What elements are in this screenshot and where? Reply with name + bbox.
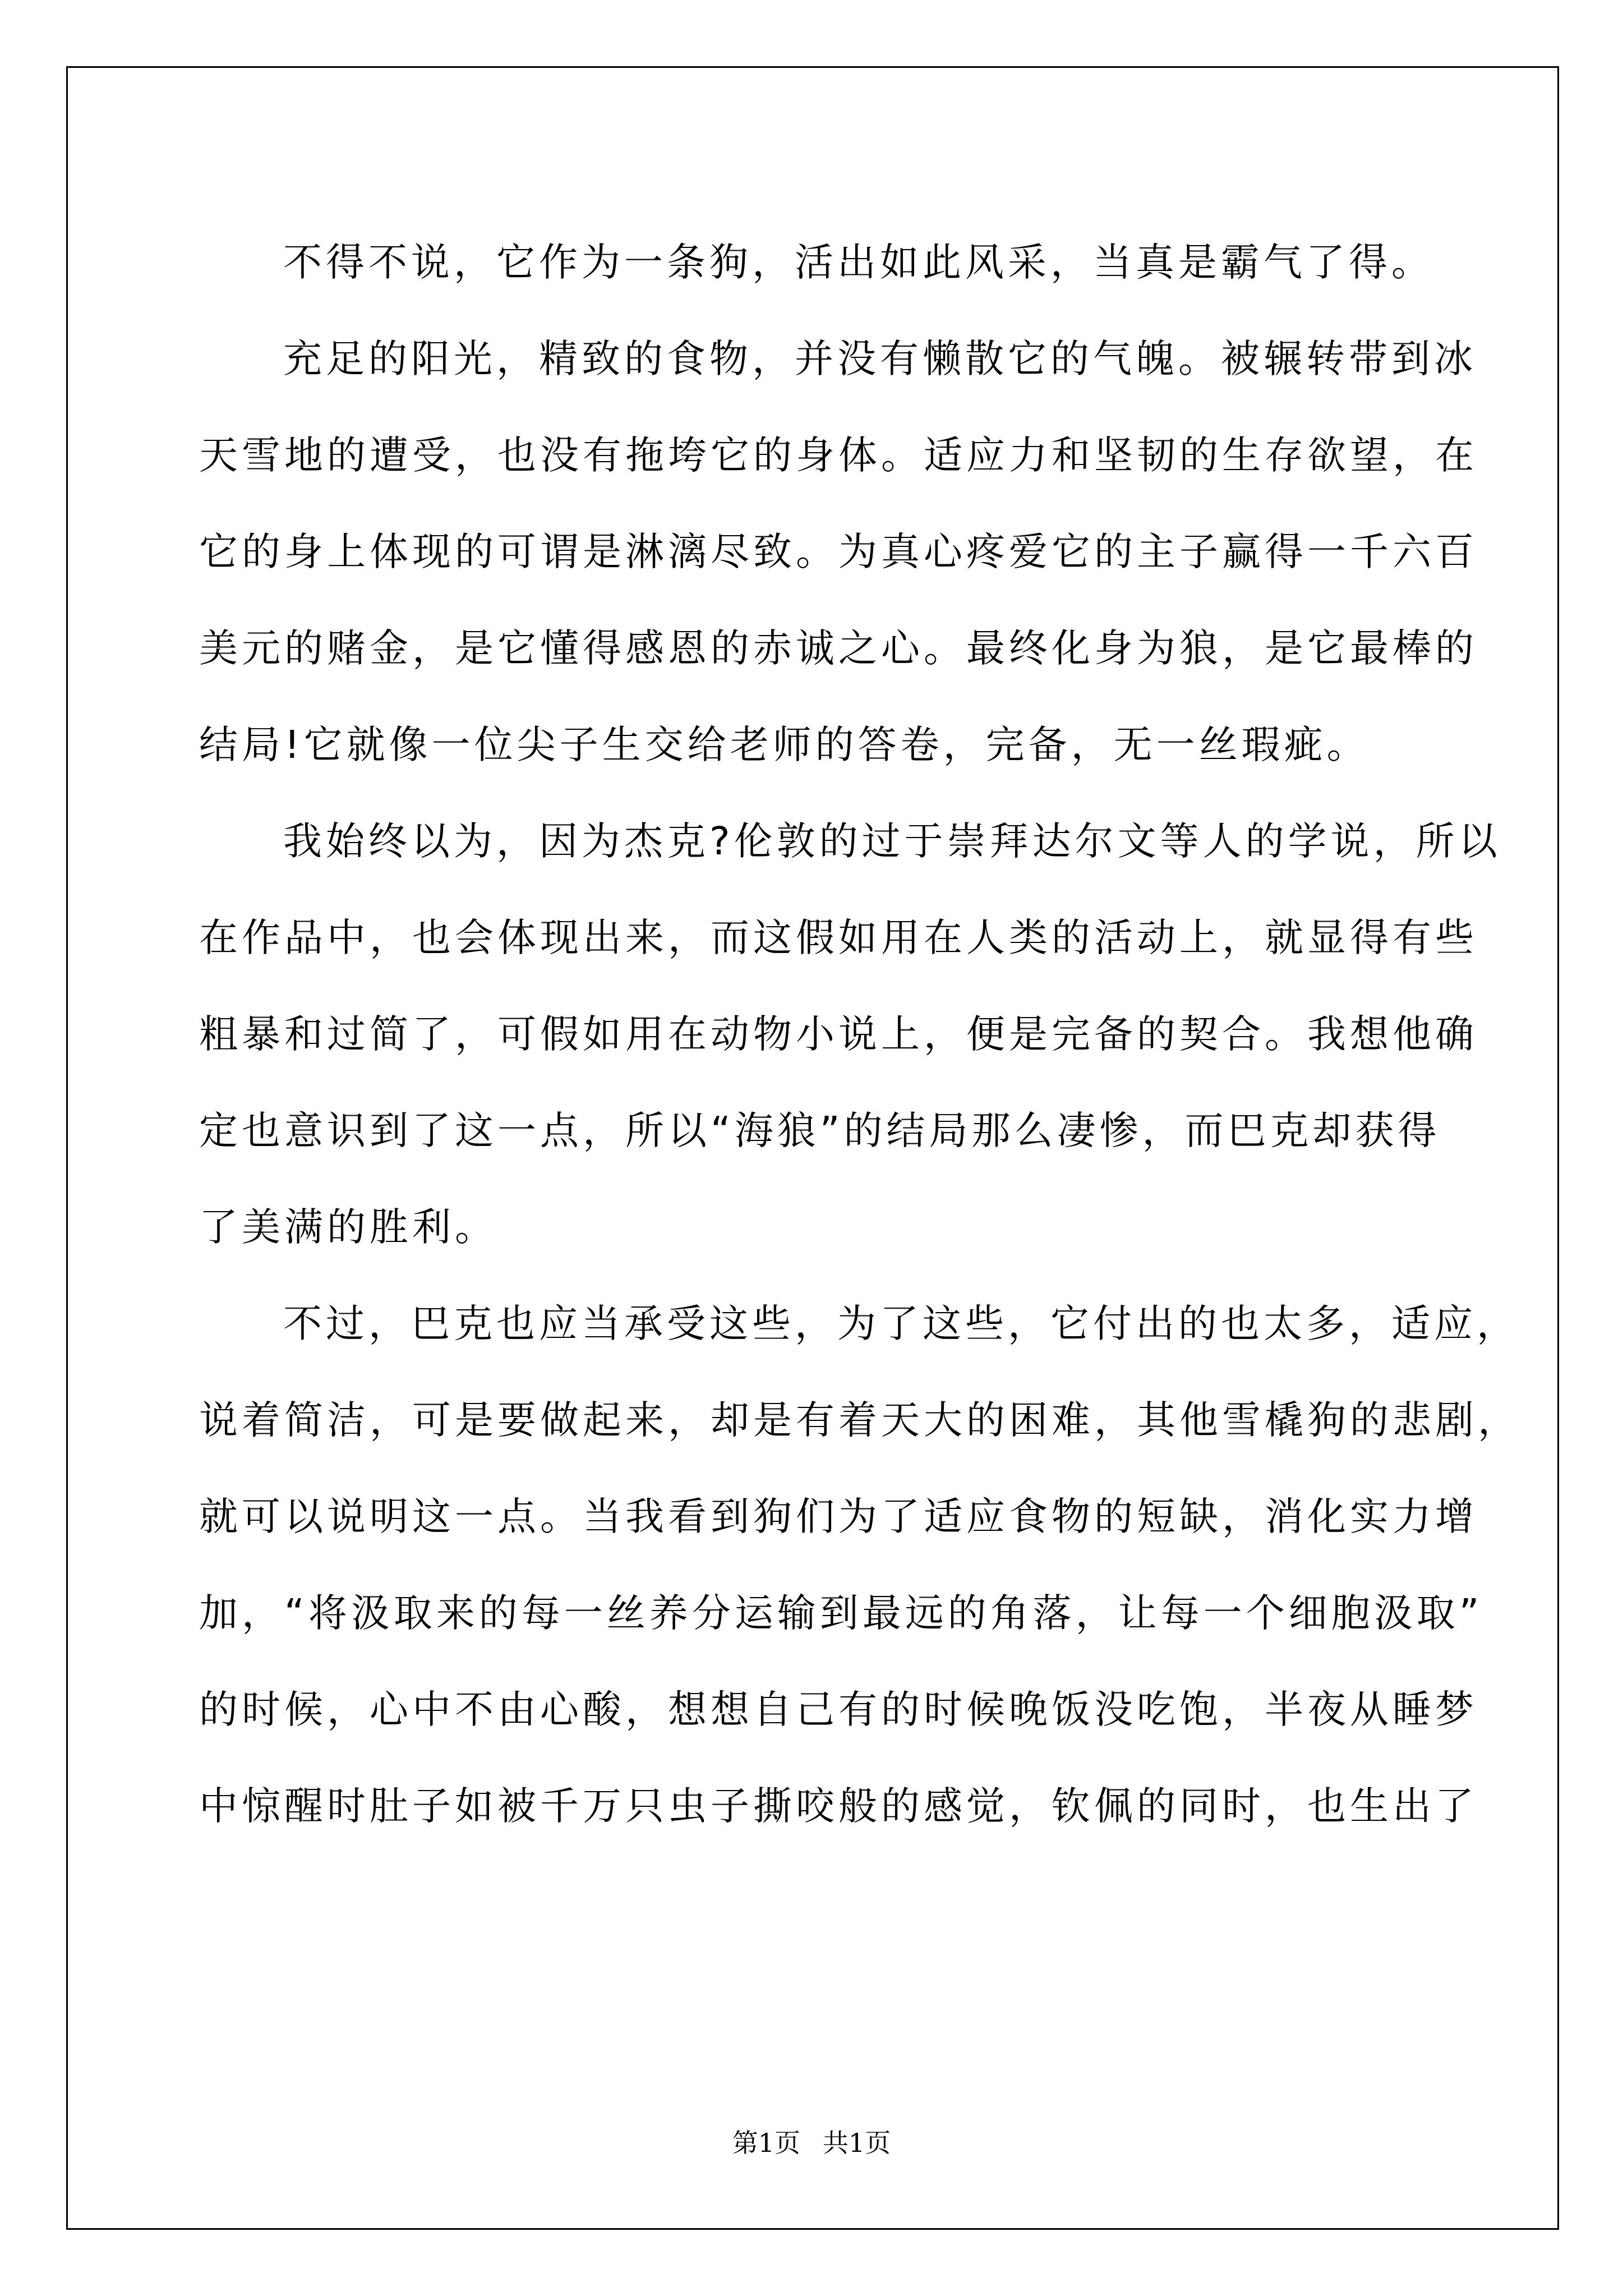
text-line: 充足的阳光，精致的食物，并没有懒散它的气魄。被辗转带到冰	[283, 337, 1477, 381]
text-line: 粗暴和过简了，可假如用在动物小说上，便是完备的契合。我想他确	[199, 1012, 1478, 1057]
text-line: 就可以说明这一点。当我看到狗们为了适应食物的短缺，消化实力增	[199, 1494, 1478, 1539]
text-line: 美元的赌金，是它懂得感恩的赤诚之心。最终化身为狼，是它最棒的	[199, 626, 1478, 671]
text-line: 加，“将汲取来的每一丝养分运输到最远的角落，让每一个细胞汲取”	[199, 1591, 1483, 1636]
text-line: 不得不说，它作为一条狗，活出如此风采，当真是霸气了得。	[283, 240, 1434, 285]
text-line: 不过，巴克也应当承受这些，为了这些，它付出的也太多，适应，	[283, 1301, 1519, 1346]
text-line: 的时候，心中不由心酸，想想自己有的时候晚饭没吃饱，半夜从睡梦	[199, 1687, 1478, 1732]
page-footer	[0, 2126, 1623, 2160]
text-line: 它的身上体现的可谓是淋漓尽致。为真心疼爱它的主子赢得一千六百	[199, 530, 1478, 574]
text-line: 中惊醒时肚子如被千万只虫子撕咬般的感觉，钦佩的同时，也生出了	[199, 1784, 1478, 1829]
page-number: 第1页	[732, 2128, 800, 2158]
text-line: 在作品中，也会体现出来，而这假如用在人类的活动上，就显得有些	[199, 915, 1478, 960]
text-line: 结局!它就像一位尖子生交给老师的答卷，完备，无一丝瑕疵。	[199, 723, 1370, 767]
text-line: 说着简洁，可是要做起来，却是有着天大的困难，其他雪橇狗的悲剧，	[199, 1398, 1520, 1443]
text-line: 了美满的胜利。	[199, 1205, 497, 1250]
text-line: 天雪地的遭受，也没有拖垮它的身体。适应力和坚韧的生存欲望，在	[199, 433, 1478, 478]
page-total: 共1页	[823, 2128, 891, 2158]
document-body	[199, 214, 1520, 1855]
text-line: 我始终以为，因为杰克?伦敦的过于崇拜达尔文等人的学说，所以	[283, 819, 1501, 864]
text-line: 定也意识到了这一点，所以“海狼”的结局那么凄惨，而巴克却获得	[199, 1108, 1441, 1153]
